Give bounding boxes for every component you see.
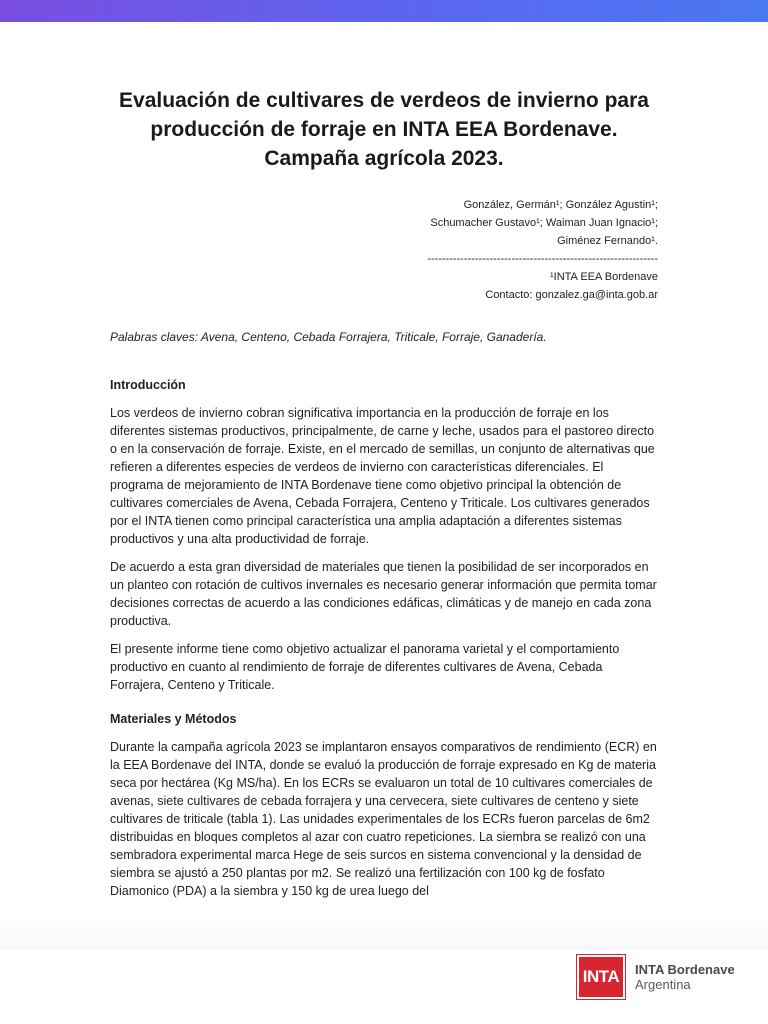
title-line: Campaña agrícola 2023. bbox=[264, 147, 504, 170]
paragraph: Los verdeos de invierno cobran significativa importancia en la producción de forraje en los diferentes sistemas productivos, principalmente, de carne y leche, usados para el pastoreo directo o en la conservación de forraje. Existe, en el mercado de semillas, un conjunto de alternativas que refieren a diferentes especies de verdeos de invierno con características diferenciales. El programa de mejoramiento de INTA Bordenave tiene como objetivo principal la obtención de cultivares comerciales de Avena, Cebada Forrajera, Centeno y Triticale. Los cultivares generados por el INTA tienen como principal característica una amplia adaptación a diferentes sistemas productivos y una alta productividad de forraje. bbox=[110, 406, 655, 546]
paragraph: El presente informe tiene como objetivo actualizar el panorama varietal y el comportamiento productivo en cuanto al rendimiento de forraje de diferentes cultivares de Avena, Cebada Forrajera, Centeno y Triticale. bbox=[110, 642, 620, 692]
document-title bbox=[60, 86, 708, 173]
author-line: González, Germán¹; González Agustin¹; bbox=[463, 199, 658, 211]
inta-logo-mark: INTA bbox=[577, 955, 625, 999]
section-heading-intro: Introducción bbox=[110, 378, 186, 392]
contact-email: Contacto: gonzalez.ga@inta.gob.ar bbox=[485, 289, 658, 301]
paragraph: Durante la campaña agrícola 2023 se implantaron ensayos comparativos de rendimiento (ECR) en la EEA Bordenave del INTA, donde se evaluó la producción de forraje expresado en Kg de materia seca por hectárea (Kg MS/ha). En los ECRs se evaluaron un total de 10 cultivares comerciales de avenas, siete cultivares de cebada forrajera y una cervecera, siete cultivares de centeno y siete cultivares de triticale (tabla 1). Las unidades experimentales de los ECRs fueron parcelas de 6m2 distribuidas en bloques completos al azar con cuatro repeticiones. La siembra se realizó con una sembradora experimental marca Hege de seis surcos en sistema convencional y la densidad de siembra se ajustó a 250 plantas por m2. Se realizó una fertilización con 100 kg de fosfato Diamonico (PDA) a la siembra y 150 kg de urea luego del bbox=[110, 740, 657, 898]
logo-country: Argentina bbox=[635, 977, 691, 992]
section-heading-methods: Materiales y Métodos bbox=[110, 712, 237, 726]
separator-line: --------------------------------------------------------------- bbox=[427, 253, 658, 265]
inta-logo bbox=[577, 955, 735, 999]
keywords: Palabras claves: Avena, Centeno, Cebada Forrajera, Triticale, Forraje, Ganadería. bbox=[110, 330, 547, 344]
author-line: Giménez Fernando¹. bbox=[557, 235, 658, 247]
affiliation: ¹INTA EEA Bordenave bbox=[549, 271, 658, 283]
title-line: Evaluación de cultivares de verdeos de invierno para bbox=[119, 89, 649, 112]
top-accent-bar bbox=[0, 0, 768, 22]
author-line: Schumacher Gustavo¹; Waiman Juan Ignacio¹; bbox=[430, 217, 658, 229]
logo-name: INTA Bordenave bbox=[635, 962, 735, 977]
page-fade bbox=[0, 920, 768, 950]
logo-text bbox=[635, 962, 735, 992]
title-line: producción de forraje en INTA EEA Bordenave. bbox=[150, 118, 618, 141]
authors-block bbox=[338, 196, 658, 304]
paragraph: De acuerdo a esta gran diversidad de materiales que tienen la posibilidad de ser incorporados en un planteo con rotación de cultivos invernales es necesario generar información que permita tomar decisiones correctas de acuerdo a las condiciones edáficas, climáticas y de manejo en cada zona productiva. bbox=[110, 560, 657, 628]
document-body bbox=[110, 376, 658, 900]
